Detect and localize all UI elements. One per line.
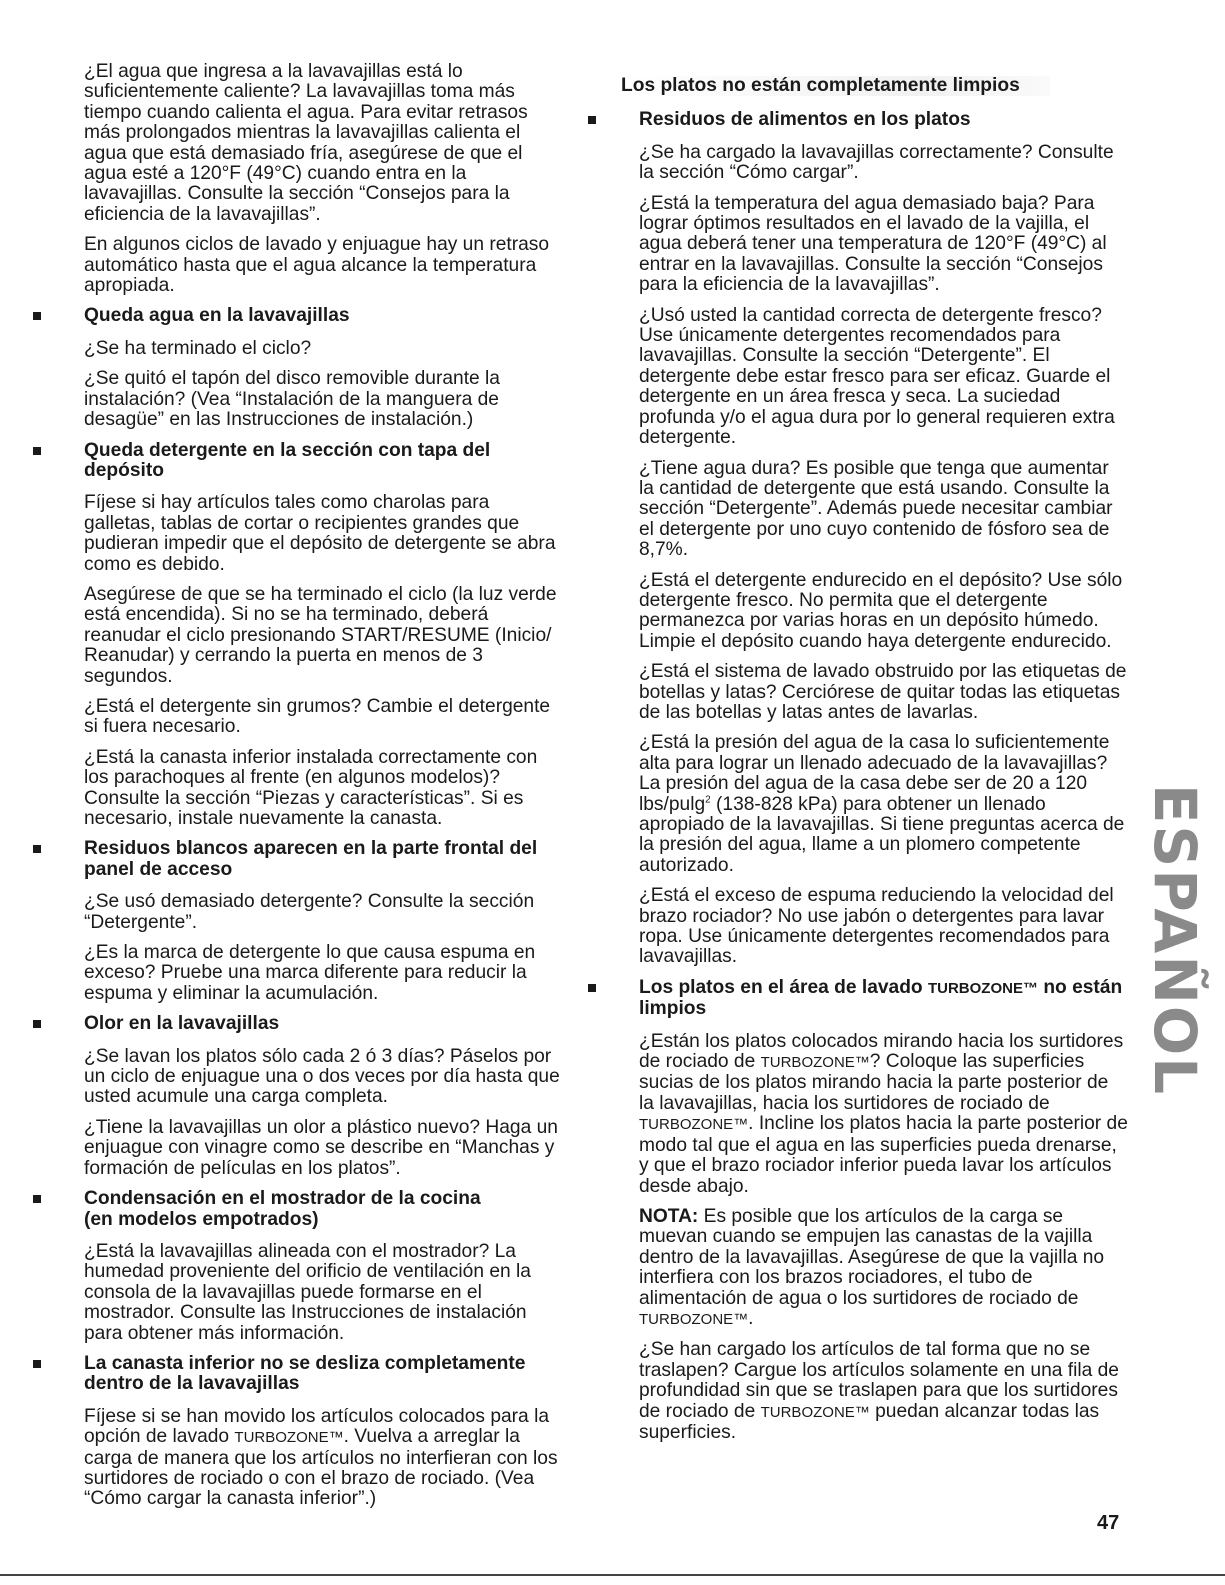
section-heading [33, 1354, 563, 1395]
paragraph: ¿Se ha terminado el ciclo? [84, 337, 312, 359]
brand-name: TURBOZONE™ [639, 1116, 749, 1134]
paragraph: ¿Se lavan los platos sólo cada 2 ó 3 días? Páselos por un ciclo de enjuague una o dos veces por día hasta que usted acumule una carga completa. [84, 1045, 560, 1108]
section-heading [33, 306, 563, 326]
language-label: ESPAÑOL [1141, 783, 1209, 1097]
brand-name: TURBOZONE™ [760, 1403, 870, 1421]
heading-text: (en modelos empotrados) [84, 1208, 319, 1230]
paragraph: ¿Se ha cargado la lavavajillas correctamente? Consulte la sección “Cómo cargar”. [639, 141, 1114, 184]
paragraph: ¿Usó usted la cantidad correcta de detergente fresco? Use únicamente detergentes recomendados para lavavajillas. Consulte la sección “Detergente”. El detergente debe estar fresco para ser eficaz. Guarde el detergente en un área fresca y seca. La suciedad profunda y/o el agua dura por lo general requieren extra detergente. [639, 304, 1115, 449]
paragraph: ¿Está el exceso de espuma reduciendo la velocidad del brazo rociador? No use jabón o detergentes para lavar ropa. Use únicamente detergentes recomendados para lavavajillas. [639, 885, 1114, 968]
paragraph: ¿Está la temperatura del agua demasiado baja? Para lograr óptimos resultados en el lavado de la vajilla, el agua deberá tener una temperatura de 120°F (49°C) al entrar en la lavavajillas. Consulte la sección “Consejos para la eficiencia de la lavavajillas”. [639, 192, 1107, 296]
bullet-icon [33, 1020, 41, 1028]
text-run: Es posible que los artículos de la carga se muevan cuando se empujen las canastas de la vajilla dentro de la lavavajillas. Asegúrese de que la vajilla no interfiera con los brazos rociadores, el tubo de alimentación de agua o los surtidores de rociado de [639, 1205, 1105, 1309]
text-run: . [748, 1307, 754, 1329]
bullet-icon [33, 1195, 41, 1203]
section-heading [588, 110, 1128, 130]
bullet-icon [33, 845, 41, 853]
paragraph: En algunos ciclos de lavado y enjuague hay un retraso automático hasta que el agua alcance la temperatura apropiada. [84, 234, 550, 297]
text-run: . Vuelva a arreglar la carga de manera que los artículos no interfieran con los surtidores de rociado o con el brazo de rociado. (Vea “Cómo cargar la canasta inferior”.) [84, 1426, 558, 1510]
paragraph: ¿Tiene la lavavajillas un olor a plástico nuevo? Haga un enjuague con vinagre como se describe en “Manchas y formación de películas en los platos”. [84, 1116, 558, 1179]
paragraph [588, 733, 1128, 876]
paragraph: ¿Está el detergente sin grumos? Cambie el detergente si fuera necesario. [84, 695, 551, 738]
language-tab [1135, 783, 1215, 1097]
heading-text: Queda detergente en la sección con tapa del depósito [84, 439, 491, 481]
text-run: . Incline los platos hacia la parte posterior de modo tal que el agua en las superficies pueda drenarse, y que el brazo rociador inferior pueda lavar los artículos desde abajo. [639, 1113, 1128, 1197]
bullet-icon [33, 1360, 41, 1368]
text-run: puedan alcanzar todas las superficies. [639, 1400, 1100, 1443]
superscript: 2 [705, 794, 711, 806]
heading-text: Los platos en el área de lavado [639, 976, 928, 998]
heading-text: Condensación en el mostrador de la cocina [84, 1188, 481, 1210]
section-title: Los platos no están completamente limpios [621, 76, 1050, 96]
text-run: (138-828 kPa) para obtener un llenado apropiado de la lavavajillas. Si tiene preguntas acerca de la presión del agua, llame a un plomero competente autorizado. [639, 793, 1125, 876]
paragraph: ¿Está la canasta inferior instalada correctamente con los parachoques al frente (en algunos modelos)? Consulte la sección “Piezas y características”. Si es necesario, instale nuevamente la canasta. [84, 746, 538, 829]
text-run: Fíjese si se han movido los artículos colocados para la opción de lavado [84, 1405, 549, 1448]
paragraph: Asegúrese de que se ha terminado el ciclo (la luz verde está encendida). Si no se ha terminado, deberá reanudar el ciclo presionando START/RESUME (Inicio/ Reanudar) y cerrando la puerta en menos de 3 segundos. [84, 583, 557, 687]
paragraph: Fíjese si hay artículos tales como charolas para galletas, tablas de cortar o recipientes grandes que pudieran impedir que el depósito de detergente se abra como es debido. [84, 492, 556, 575]
paragraph: ¿Está el detergente endurecido en el depósito? Use sólo detergente fresco. No permita que el detergente permanezca por varias horas en un depósito húmedo. Limpie el depósito cuando haya detergente endurecido. [639, 569, 1123, 652]
heading-text: Residuos blancos aparecen en la parte frontal del panel de acceso [84, 838, 538, 880]
bottom-rule [0, 1574, 1225, 1576]
paragraph: ¿El agua que ingresa a la lavavajillas está lo suficientemente caliente? La lavavajillas toma más tiempo cuando calienta el agua. Para evitar retrasos más prolongados mientras la lavavajillas calienta el agua que está demasiado fría, asegúrese de que el agua esté a 120°F (49°C) cuando entra en la lavavajillas. Consulte la sección “Consejos para la eficiencia de la lavavajillas”. [84, 61, 528, 225]
bullet-icon [33, 447, 41, 455]
brand-name: TURBOZONE™ [760, 1054, 870, 1072]
section-heading [33, 839, 563, 880]
bullet-icon [33, 312, 41, 320]
section-heading [33, 1014, 563, 1034]
page-number: 47 [1097, 1512, 1120, 1534]
brand-name: TURBOZONE™ [234, 1429, 344, 1447]
text-run: ? Coloque las superficies sucias de los platos mirando hacia la parte posterior de la lavavajillas, hacia los surtidores de rociado de [639, 1051, 1109, 1114]
paragraph: ¿Es la marca de detergente lo que causa espuma en exceso? Pruebe una marca diferente para reducir la espuma y eliminar la acumulación. [84, 942, 536, 1004]
section-heading [33, 1189, 563, 1230]
section-heading [588, 978, 1128, 1020]
paragraph [588, 1032, 1128, 1197]
right-column [588, 62, 1128, 1453]
text-run: ¿Están los platos colocados mirando hacia los surtidores de rociado de [639, 1030, 1124, 1073]
paragraph [33, 1407, 563, 1510]
left-column [33, 62, 563, 1520]
note-label: NOTA: [639, 1205, 699, 1227]
section-heading [33, 441, 563, 482]
heading-text: Queda agua en la lavavajillas [84, 305, 350, 327]
heading-text: Residuos de alimentos en los platos [639, 109, 971, 131]
paragraph: ¿Tiene agua dura? Es posible que tenga que aumentar la cantidad de detergente que está usando. Consulte la sección “Detergente”. Además puede necesitar cambiar el detergente por uno cuyo contenido de fósforo sea de 8,7%. [639, 457, 1113, 561]
heading-text: no están limpios [639, 976, 1123, 1020]
paragraph: ¿Se usó demasiado detergente? Consulte la sección “Detergente”. [84, 891, 535, 933]
note-paragraph [588, 1207, 1128, 1330]
text-run: ¿Se han cargado los artículos de tal forma que no se traslapen? Cargue los artículos solamente en una fila de profundidad sin que se traslapen para que los surtidores de rociado de [639, 1339, 1119, 1422]
heading-text: La canasta inferior no se desliza completamente dentro de la lavavajillas [84, 1352, 526, 1395]
bullet-icon [588, 116, 596, 124]
brand-name: TURBOZONE™ [927, 979, 1038, 997]
paragraph: ¿Se quitó el tapón del disco removible durante la instalación? (Vea “Instalación de la manguera de desagüe” en las Instrucciones de instalación.) [84, 368, 500, 431]
text-run: ¿Está la presión del agua de la casa lo suficientemente alta para lograr un llenado adecuado de la lavavajillas? La presión del agua de la casa debe ser de 20 a 120 lbs/pulg [639, 732, 1110, 815]
heading-text: Olor en la lavavajillas [84, 1013, 280, 1035]
paragraph: ¿Está la lavavajillas alineada con el mostrador? La humedad proveniente del orificio de ventilación en la consola de la lavavajillas puede formarse en el mostrador. Consulte las Instrucciones de instalación para obtener más información. [84, 1240, 531, 1344]
paragraph [588, 1340, 1128, 1443]
bullet-icon [588, 984, 596, 992]
paragraph: ¿Está el sistema de lavado obstruido por las etiquetas de botellas y latas? Cerciórese de quitar todas las etiquetas de las botellas y latas antes de lavarlas. [639, 661, 1127, 723]
brand-name: TURBOZONE™ [639, 1310, 749, 1328]
